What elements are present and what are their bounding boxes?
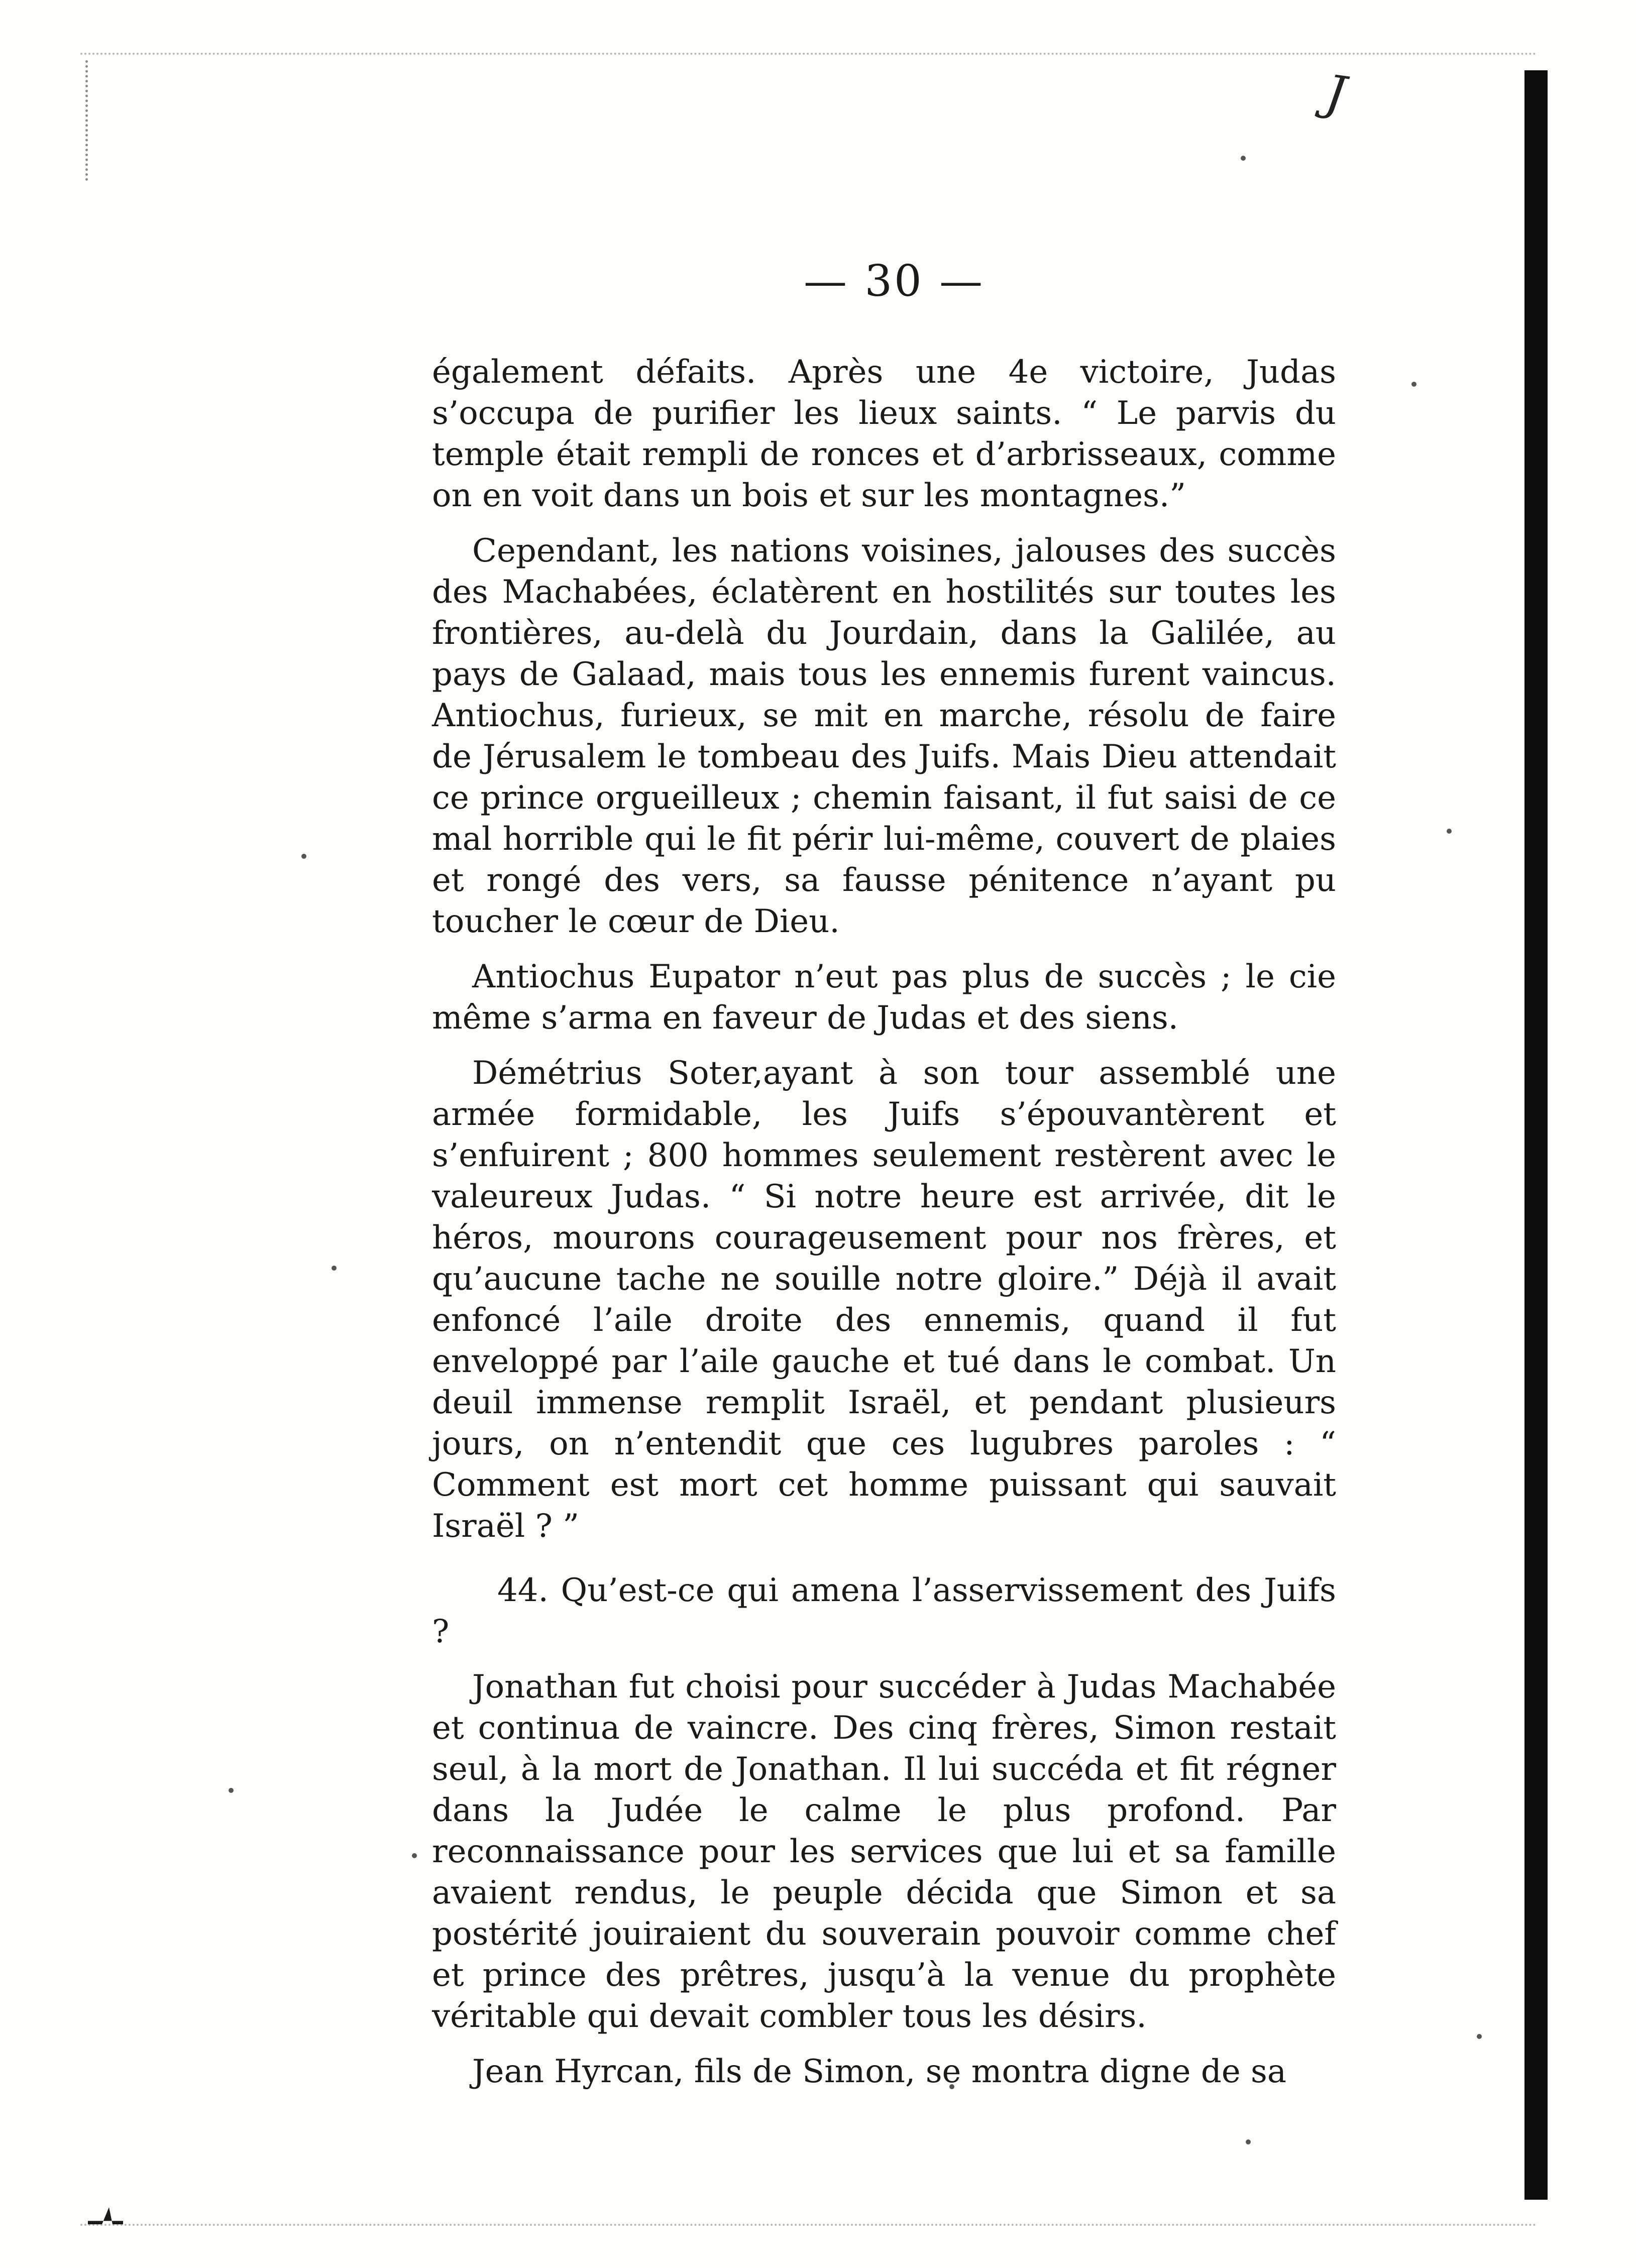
question-heading: 44. Qu’est-ce qui amena l’asservissement des Juifs ? <box>432 1572 1336 1650</box>
scan-speck <box>1447 829 1452 834</box>
scan-binding-edge <box>1524 70 1548 2200</box>
scan-speck <box>1477 2034 1482 2039</box>
scan-speck <box>1241 156 1246 161</box>
scan-speck <box>229 1788 234 1793</box>
margin-mark: J <box>1322 64 1350 123</box>
scan-edge-top <box>80 53 1537 59</box>
scan-corner-mark <box>85 60 93 181</box>
paragraph: également défaits. Après une 4e victoire, Judas s’occupa de purifier les lieux saints. “ Le parvis du temple était rempli de ronces et d’arbrisseaux, comme on en voit dans un bois et sur les montagnes.” <box>432 354 1336 514</box>
paragraph: Antiochus Eupator n’eut pas plus de succès ; le cie même s’arma en faveur de Judas et des siens. <box>432 958 1336 1037</box>
scan-speck <box>332 1266 337 1271</box>
page-number: — 30 — <box>804 256 985 306</box>
paragraph: Jonathan fut choisi pour succéder à Judas Machabée et continua de vaincre. Des cinq frères, Simon restait seul, à la mort de Jonathan. Il lui succéda et fit régner dans la Judée le calme le plus profond. Par reconnaissance pour les services que lui et sa famille avaient rendus, le peuple décida que Simon et sa postérité jouiraient du souverain pouvoir comme chef et prince des prêtres, jusqu’à la venue du prophète véritable qui devait combler tous les désirs. <box>432 1668 1336 2035</box>
paragraph: Cependant, les nations voisines, jalouses des succès des Machabées, éclatèrent en hostilités sur toutes les frontières, au-delà du Jourdain, dans la Galilée, au pays de Galaad, mais tous les ennemis furent vaincus. Antiochus, furieux, se mit en marche, résolu de faire de Jérusalem le tombeau des Juifs. Mais Dieu attendait ce prince orgueilleux ; chemin faisant, il fut saisi de ce mal horrible qui le fit périr lui-même, couvert de plaies et rongé des vers, sa fausse pénitence n’ayant pu toucher le cœur de Dieu. <box>432 532 1336 940</box>
scan-speck <box>1411 382 1416 387</box>
scan-speck <box>301 854 306 859</box>
scan-speck <box>1246 2139 1251 2144</box>
scan-corner-smudge <box>88 2207 123 2224</box>
body-text <box>432 352 1336 2106</box>
scan-edge-bottom <box>80 2224 1537 2230</box>
paragraph: Jean Hyrcan, fils de Simon, se montra digne de sa <box>472 2053 1287 2090</box>
scan-speck <box>412 1853 417 1858</box>
paragraph: Démétrius Soter,ayant à son tour assemblé une armée formidable, les Juifs s’épouvantèrent et s’enfuirent ; 800 hommes seulement restèrent avec le valeureux Judas. “ Si notre heure est arrivée, dit le héros, mourons courageusement pour nos frères, et qu’aucune tache ne souille notre gloire.” Déjà il avait enfoncé l’aile droite des ennemis, quand il fut enveloppé par l’aile gauche et tué dans le combat. Un deuil immense remplit Israël, et pendant plusieurs jours, on n’entendit que ces lugubres paroles : “ Comment est mort cet homme puissant qui sauvait Israël ? ” <box>432 1055 1336 1545</box>
